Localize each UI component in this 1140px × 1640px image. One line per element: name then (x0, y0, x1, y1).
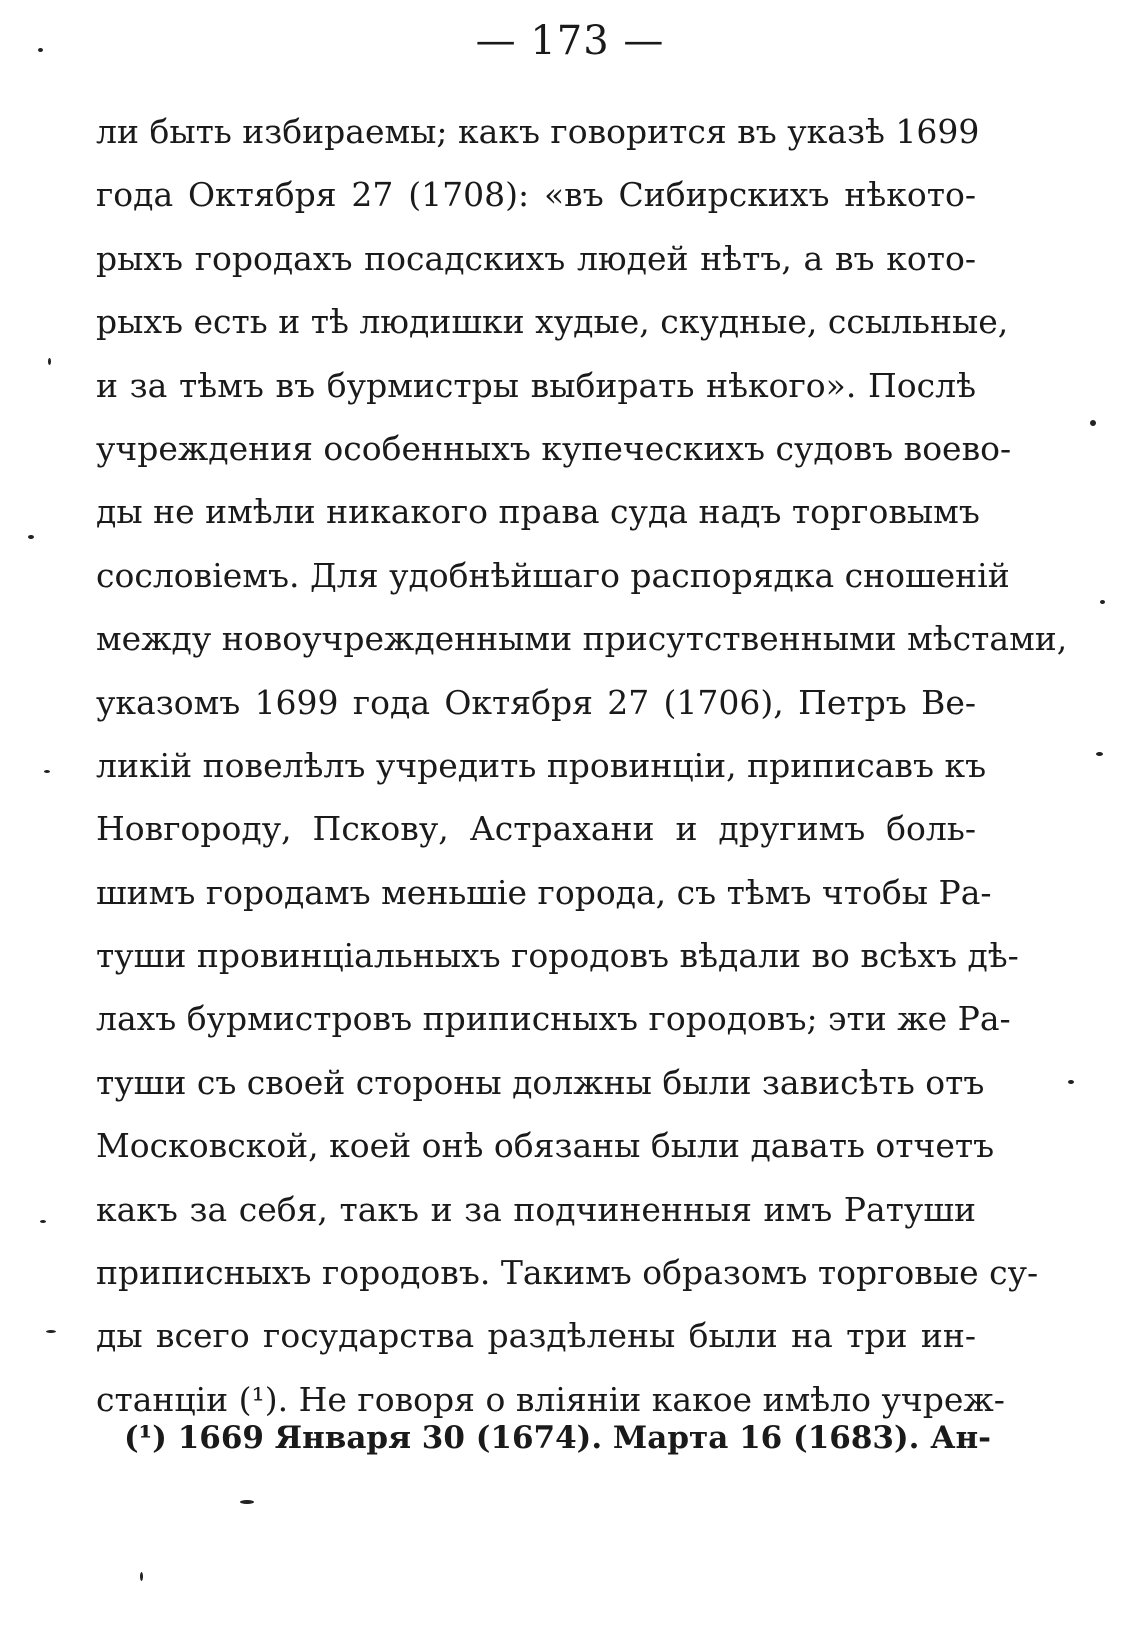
scan-speck (1100, 600, 1105, 604)
text-line: туши провинціальныхъ городовъ вѣдали во всѣхъ дѣ- (96, 936, 1019, 976)
scan-speck (44, 770, 50, 773)
text-line: ды всего государства раздѣлены были на три ин- (96, 1316, 976, 1356)
text-line: Московской, коей онѣ обязаны были давать отчетъ (96, 1126, 995, 1166)
text-line: Новгороду, Пскову, Астрахани и другимъ боль- (96, 809, 976, 849)
scan-speck (28, 535, 34, 539)
scan-speck (1068, 1080, 1074, 1084)
text-line: рыхъ есть и тѣ людишки худые, скудные, ссыльные, (96, 302, 1009, 342)
text-line: лахъ бурмистровъ приписныхъ городовъ; эти же Ра- (96, 999, 1011, 1039)
text-line: шимъ городамъ меньшіе города, съ тѣмъ чтобы Ра- (96, 872, 992, 912)
text-line: ли быть избираемы; какъ говорится въ указѣ 1699 (96, 112, 980, 151)
text-line: ды не имѣли никакого права суда надъ торговымъ (96, 492, 980, 532)
text-line: и за тѣмъ въ бурмистры выбирать нѣкого». Послѣ (96, 365, 976, 405)
scan-speck (40, 1220, 46, 1223)
text-line: сословіемъ. Для удобнѣйшаго распорядка сношеній (96, 555, 1010, 595)
text-line: ликій повелѣлъ учредить провинціи, приписавъ къ (96, 745, 987, 785)
scan-speck (38, 48, 43, 52)
scan-speck (140, 1572, 143, 1581)
text-line: указомъ 1699 года Октября 27 (1706), Петръ Ве- (96, 682, 976, 722)
text-line: станціи (¹). Не говоря о вліяніи какое имѣло учреж- (96, 1379, 1005, 1419)
page-number: — 173 — (475, 18, 665, 64)
text-line: рыхъ городахъ посадскихъ людей нѣтъ, а въ кото- (96, 238, 976, 278)
text-line: какъ за себя, такъ и за подчиненныя имъ Ратуши (96, 1189, 976, 1229)
text-line: года Октября 27 (1708): «въ Сибирскихъ нѣкото- (96, 175, 976, 215)
text-line: приписныхъ городовъ. Такимъ образомъ торговые су- (96, 1253, 1039, 1293)
text-line: учреждения особенныхъ купеческихъ судовъ воево- (96, 428, 1012, 468)
footnote: (¹) 1669 Января 30 (1674). Марта 16 (1683). Ан- (124, 1420, 992, 1456)
text-line: между новоучрежденными присутственными мѣстами, (96, 619, 1068, 659)
scan-speck (240, 1500, 254, 1504)
scan-speck (1096, 752, 1103, 756)
scan-speck (46, 1330, 56, 1333)
scan-speck (48, 358, 51, 365)
text-line: туши съ своей стороны должны были зависѣть отъ (96, 1062, 985, 1102)
body-text (96, 100, 1068, 1431)
scan-speck (1090, 420, 1096, 426)
